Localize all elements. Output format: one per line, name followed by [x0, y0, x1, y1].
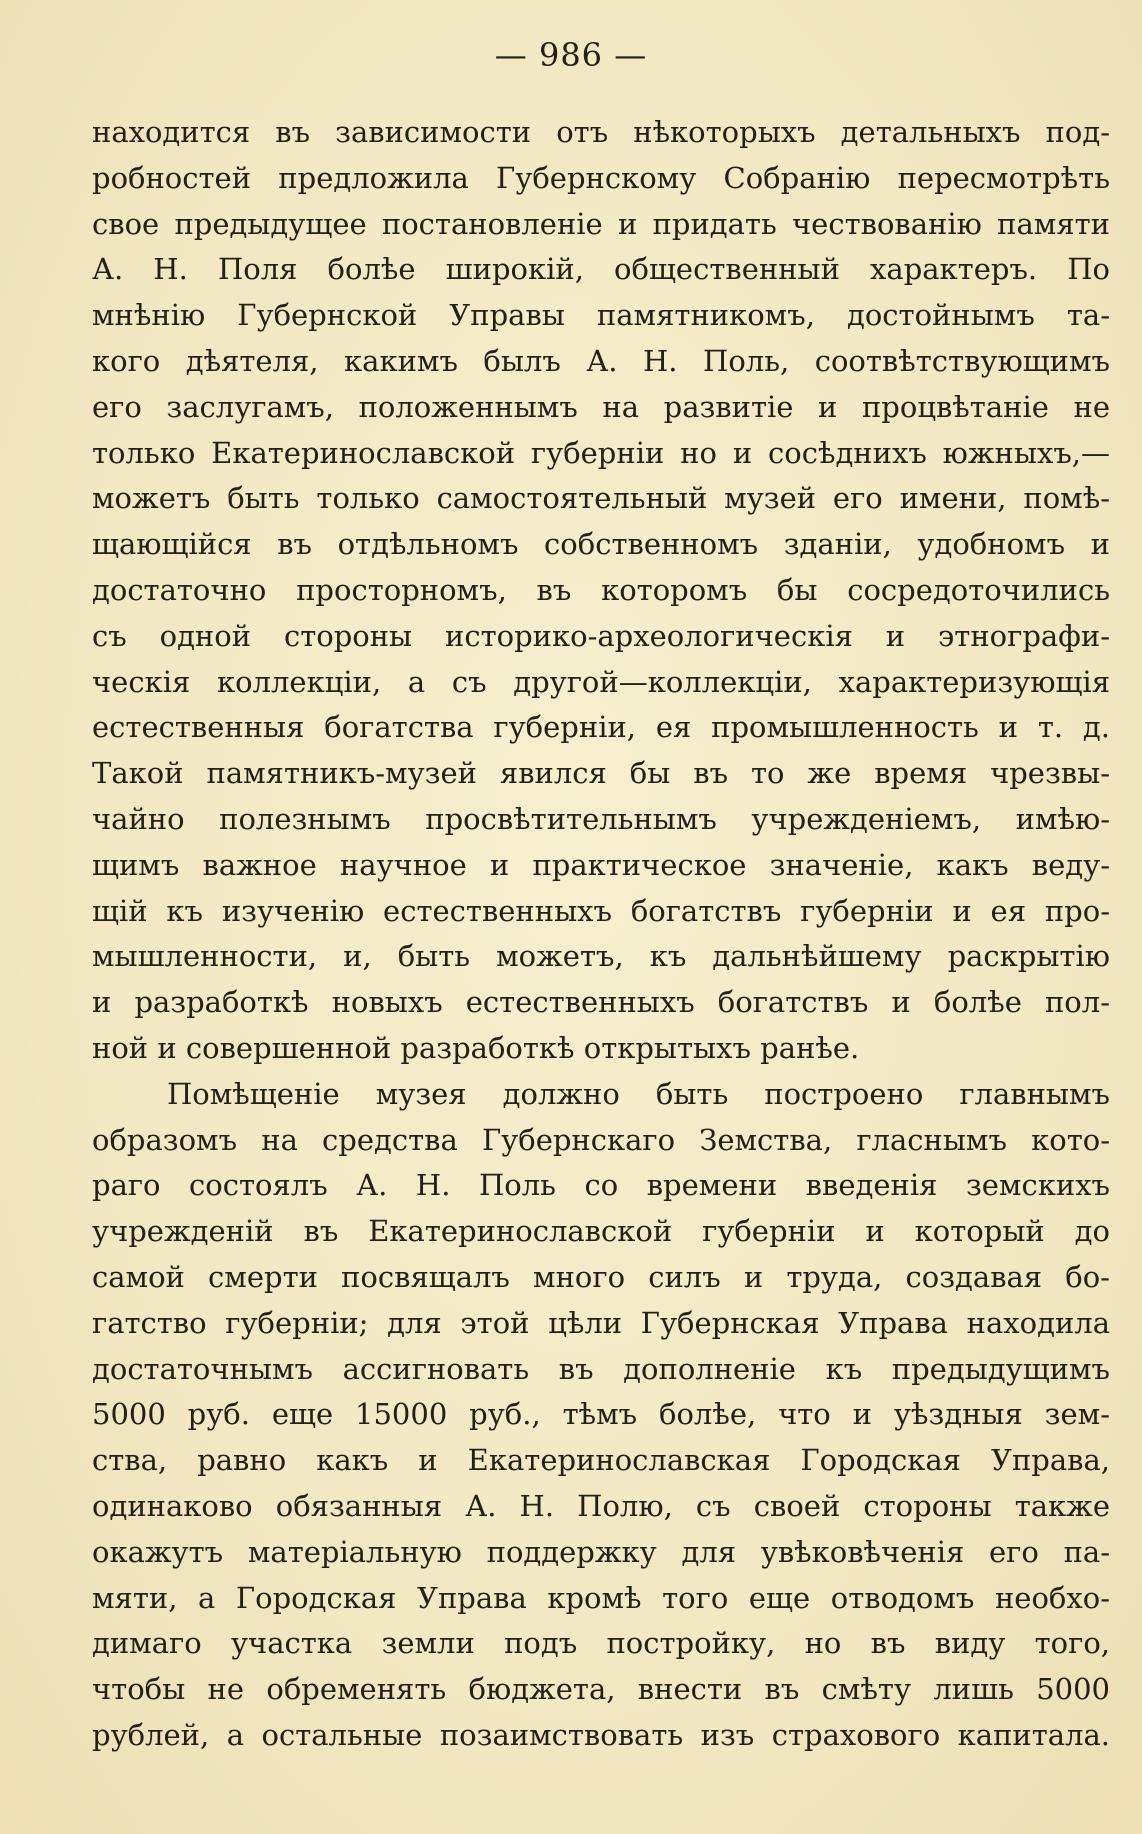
text-line: 5000 руб. еще 15000 руб., тѣмъ болѣе, что и уѣздныя зем-	[92, 1397, 1110, 1432]
text-line: ческія коллекціи, а съ другой—коллекціи, характеризующія	[92, 664, 1110, 699]
text-line: А. Н. Поля болѣе широкій, общественный характеръ. По	[92, 252, 1110, 287]
text-line: мнѣнію Губернской Управы памятникомъ, достойнымъ та-	[92, 298, 1110, 333]
text-line: мяти, а Городская Управа кромѣ того еще отводомъ необхо-	[92, 1580, 1110, 1615]
text-line: ной и совершенной разработкѣ открытыхъ ранѣе.	[92, 1030, 860, 1065]
text-line: окажутъ матеріальную поддержку для увѣковѣченія его па-	[92, 1534, 1110, 1569]
text-line: ства, равно какъ и Екатеринославская Городская Управа,	[92, 1443, 1110, 1478]
text-line: рублей, а остальные позаимствовать изъ страхового капитала.	[92, 1717, 1110, 1752]
text-line: раго состоялъ А. Н. Поль со времени введенія земскихъ	[92, 1168, 1110, 1203]
text-line: чтобы не обременять бюджета, внести въ смѣту лишь 5000	[92, 1672, 1110, 1707]
text-line: естественныя богатства губерніи, ея промышленность и т. д.	[92, 710, 1110, 745]
text-line: одинаково обязанныя А. Н. Полю, съ своей стороны также	[92, 1488, 1110, 1523]
text-line: робностей предложила Губернскому Собранію пересмотрѣть	[92, 160, 1110, 195]
text-line: свое предыдущее постановленіе и придать чествованію памяти	[92, 206, 1110, 241]
text-line: достаточно просторномъ, въ которомъ бы сосредоточились	[92, 572, 1110, 607]
text-line: самой смерти посвящалъ много силъ и труда, создавая бо-	[92, 1259, 1110, 1294]
text-line: щающійся въ отдѣльномъ собственномъ зданіи, удобномъ и	[92, 527, 1110, 562]
text-line: мышленности, и, быть можетъ, къ дальнѣйшему раскрытію	[92, 939, 1110, 974]
text-line: чайно полезнымъ просвѣтительнымъ учрежденіемъ, имѣю-	[92, 801, 1110, 836]
text-line: и разработкѣ новыхъ естественныхъ богатствъ и болѣе пол-	[92, 985, 1110, 1020]
text-line: гатство губерніи; для этой цѣли Губернская Управа находила	[92, 1305, 1110, 1340]
text-line: димаго участка земли подъ постройку, но въ виду того,	[92, 1626, 1110, 1661]
text-line: только Екатеринославской губерніи но и сосѣднихъ южныхъ,—	[92, 435, 1110, 470]
text-line: образомъ на средства Губернскаго Земства, гласнымъ кото-	[92, 1122, 1110, 1157]
text-line: Такой памятникъ-музей явился бы въ то же время чрезвы-	[92, 756, 1110, 791]
text-line: находится въ зависимости отъ нѣкоторыхъ детальныхъ под-	[92, 115, 1110, 149]
body-text	[92, 110, 1110, 1759]
text-line: достаточнымъ ассигновать въ дополненіе къ предыдущимъ	[92, 1351, 1110, 1386]
text-line: щій къ изученію естественныхъ богатствъ губерніи и ея про-	[92, 893, 1110, 928]
text-line: можетъ быть только самостоятельный музей его имени, помѣ-	[92, 481, 1110, 516]
text-line: кого дѣятеля, какимъ былъ А. Н. Поль, соотвѣтствующимъ	[92, 343, 1110, 378]
text-line: съ одной стороны историко-археологическія и этнографи-	[92, 618, 1110, 653]
page-number: — 986 —	[494, 36, 648, 74]
text-line: Помѣщеніе музея должно быть построено главнымъ	[167, 1076, 1110, 1111]
text-line: щимъ важное научное и практическое значеніе, какъ веду-	[92, 847, 1110, 882]
text-line: его заслугамъ, положеннымъ на развитіе и процвѣтаніе не	[92, 389, 1110, 424]
text-line: учрежденій въ Екатеринославской губерніи и который до	[92, 1214, 1110, 1249]
